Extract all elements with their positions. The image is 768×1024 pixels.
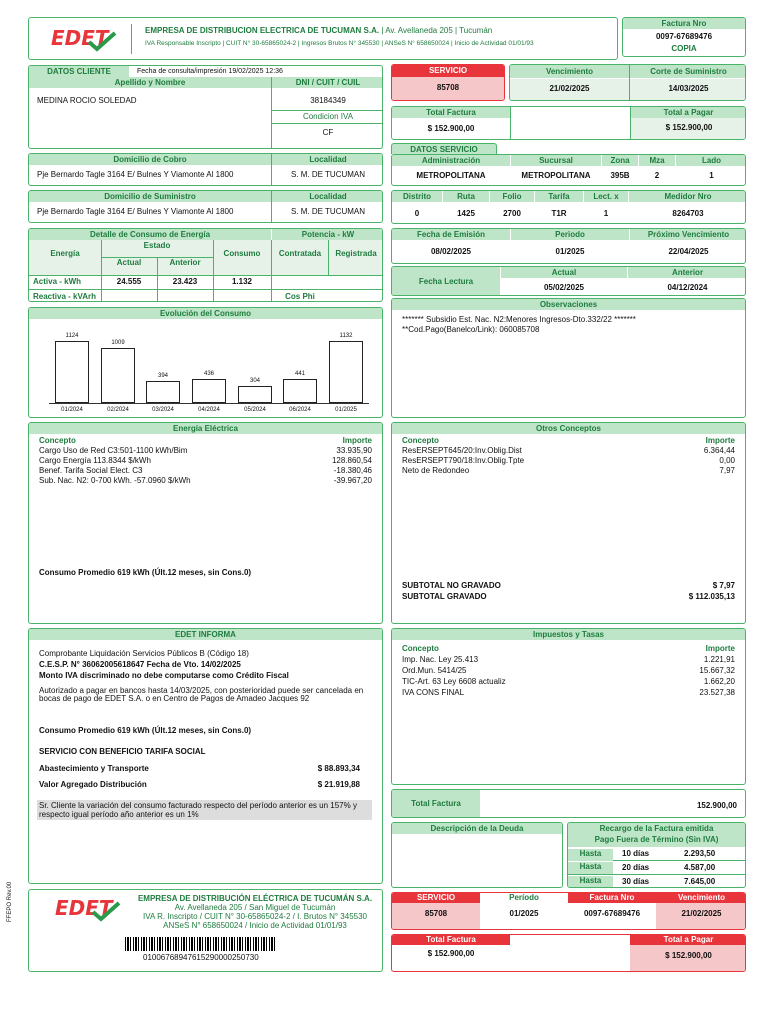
dni-label: DNI / CUIT / CUIL <box>272 77 383 88</box>
energia-importe-header: Importe <box>342 436 372 445</box>
tarifa-label: Tarifa <box>535 191 583 202</box>
bar-value-label: 1124 <box>65 333 79 339</box>
adm-label: Administración <box>392 155 510 166</box>
list-item: Cargo Uso de Red C3:501-1100 kWh/Bim 33.935,90 <box>39 446 372 455</box>
x-tick-label: 02/2024 <box>107 407 129 413</box>
list-item: TIC-Art. 63 Ley 6608 actualiz 1.662,20 <box>402 677 735 686</box>
footer-company: EMPRESA DE DISTRIBUCIÓN ELÉCTRICA DE TUCUMÁN S.A. <box>137 894 373 903</box>
total-factura-value: $ 152.900,00 <box>427 124 475 133</box>
dist-label: Distrito <box>392 191 442 202</box>
informa-l1: Comprobante Liquidación Servicios Públicos B (Código 18) <box>39 649 249 658</box>
mza-value: 2 <box>654 171 660 180</box>
lect-anterior-value: 04/12/2024 <box>667 283 708 292</box>
list-item: ResERSEPT645/20:Inv.Oblig.Dist 6.364,44 <box>402 446 735 455</box>
lectura-box <box>391 266 746 296</box>
venc-value: 21/02/2025 <box>510 79 629 101</box>
chart-bar <box>55 341 89 403</box>
tax-info: IVA Responsable Inscripto | CUIT N° 30-65865024-2 | Ingresos Brutos N° 345530 | ANSeS N° 658650024 | Inicio de Actividad 01/01/93 <box>145 40 534 47</box>
divider <box>131 24 132 54</box>
corte-label: Corte de Suministro <box>630 65 746 78</box>
medidor-label: Medidor Nro <box>629 191 746 202</box>
bar-value-label: 1132 <box>339 333 353 339</box>
edet-logo: EDET <box>51 26 109 50</box>
anterior-label: Anterior <box>169 258 201 267</box>
periodo-label: Periodo <box>511 229 629 240</box>
otros-concepto-header: Concepto <box>402 436 439 445</box>
suministro-loc-label: Localidad <box>272 191 383 202</box>
recargo-row: Hasta 30 días 7.645,00 <box>568 875 746 888</box>
impuestos-importe-header: Importe <box>705 644 735 653</box>
consumo-box <box>28 228 383 302</box>
obs-line2: **Cod.Pago(Banelco/Link): 060085708 <box>402 325 540 334</box>
servicio-box <box>391 64 505 101</box>
corte-value: 14/03/2025 <box>630 79 746 101</box>
lectura-label: Fecha Lectura <box>392 267 500 296</box>
contratada-label: Contratada <box>278 249 322 258</box>
deuda-title: Descripción de la Deuda <box>392 823 562 834</box>
periodo-value: 01/2025 <box>555 247 585 256</box>
cobro-box <box>28 153 383 186</box>
deuda-box <box>391 822 563 888</box>
name-label: Apellido y Nombre <box>29 77 271 88</box>
footer-tax2: ANSeS N° 658650024 / Inicio de Actividad 01/01/93 <box>163 921 347 930</box>
otros-importe-header: Importe <box>705 436 735 445</box>
bar-value-label: 436 <box>203 371 214 377</box>
chart-bar <box>238 386 272 403</box>
zona-value: 395B <box>610 171 630 180</box>
x-tick-label: 03/2024 <box>152 407 174 413</box>
observaciones-box <box>391 298 746 418</box>
cobro-loc-label: Localidad <box>272 154 383 165</box>
venc-label: Vencimiento <box>510 65 629 78</box>
tarifa-value: T1R <box>551 209 567 218</box>
footer-box <box>28 889 383 972</box>
chart-box <box>28 307 383 418</box>
footer-venc-value: 21/02/2025 <box>656 903 746 930</box>
activa-consumo: 1.132 <box>231 277 253 286</box>
lect-anterior-label: Anterior <box>628 267 746 278</box>
footer-edet-logo: EDET <box>55 896 113 920</box>
bar-value-label: 1009 <box>111 340 125 346</box>
cobro-address: Pje Bernardo Tagle 3164 E/ Bulnes Y Viamonte Al 1800 <box>37 170 234 179</box>
chart-bar <box>283 379 317 403</box>
zona-label: Zona <box>602 155 638 166</box>
bar-value-label: 304 <box>249 378 260 384</box>
x-tick-label: 06/2024 <box>289 407 311 413</box>
impuestos-box <box>391 628 746 785</box>
bar-value-label: 441 <box>294 371 305 377</box>
informa-l3: Monto IVA discriminado no debe computarse como Crédito Fiscal <box>39 671 289 680</box>
informa-note: Sr. Cliente la variación del consumo facturado respecto del período anterior es un 157% y respecto igual período año anterior es un 1% <box>37 800 372 820</box>
client-name: MEDINA ROCIO SOLEDAD <box>37 96 137 105</box>
chart-bar <box>192 379 226 403</box>
informa-l6: SERVICIO CON BENEFICIO TARIFA SOCIAL <box>39 747 206 756</box>
chart-area <box>49 328 369 413</box>
vad-row: Valor Agregado Distribución $ 21.919,88 <box>39 780 360 789</box>
footer-serv-label: SERVICIO <box>392 893 480 903</box>
cobro-label: Domicilio de Cobro <box>29 154 271 165</box>
medidor-value: 8264703 <box>672 209 704 218</box>
actual-label: Actual <box>116 258 142 267</box>
vencimiento-box <box>509 64 746 101</box>
footer-totals-box <box>391 934 746 972</box>
prox-label: Próximo Vencimiento <box>630 229 746 240</box>
list-item: Imp. Nac. Ley 25.413 1.221,91 <box>402 655 735 664</box>
factura-box <box>622 17 746 57</box>
suministro-address: Pje Bernardo Tagle 3164 E/ Bulnes Y Viamonte Al 1800 <box>37 207 234 216</box>
footer-total-value: $ 152.900,00 <box>427 949 475 958</box>
totals-box <box>391 106 746 140</box>
emision-label: Fecha de Emisión <box>392 229 510 240</box>
client-dni: 38184349 <box>310 96 346 105</box>
folio-label: Folio <box>490 191 534 202</box>
chart-title: Evolución del Consumo <box>29 308 382 319</box>
list-item: Ord.Mun. 5414/25 15.667,32 <box>402 666 735 675</box>
x-tick-label: 04/2024 <box>198 407 220 413</box>
energia-promedio: Consumo Promedio 619 kWh (Últ.12 meses, sin Cons.0) <box>39 568 252 577</box>
suministro-label: Domicilio de Suministro <box>29 191 271 202</box>
list-item: Cargo Energía 113.8344 $/kWh 128.860,54 <box>39 456 372 465</box>
consult-date: Fecha de consulta/impresión 19/02/2025 12:36 <box>137 68 283 75</box>
cosphi-label: Cos Phi <box>285 292 315 301</box>
informa-title: EDET INFORMA <box>29 629 382 640</box>
chart-bar <box>329 341 363 403</box>
lect-value: 1 <box>603 209 609 218</box>
chart-bar <box>101 348 135 403</box>
total-pagar-value: $ 152.900,00 <box>631 118 746 140</box>
recargo-row: Hasta 10 días 2.293,50 <box>568 847 746 861</box>
header <box>28 17 618 60</box>
footer-per-label: Período <box>480 893 568 903</box>
total-factura-box <box>391 789 746 818</box>
cliente-title: DATOS CLIENTE <box>29 66 129 77</box>
x-tick-label: 05/2024 <box>244 407 266 413</box>
obs-title: Observaciones <box>392 299 745 310</box>
footer-pagar-label: Total a Pagar <box>630 935 746 945</box>
footer-fac-label: Factura Nro <box>568 893 656 903</box>
list-item: Benef. Tarifa Social Elect. C3 -18.380,46 <box>39 466 372 475</box>
fechas-box <box>391 228 746 264</box>
total-pagar-label: Total a Pagar <box>630 107 746 118</box>
subtotal-no-gravado: SUBTOTAL NO GRAVADO $ 7,97 <box>402 581 735 590</box>
activa-actual: 24.555 <box>116 277 142 286</box>
estado-label: Estado <box>143 241 171 250</box>
energia-concepto-header: Concepto <box>39 436 76 445</box>
energia-box <box>28 422 383 624</box>
obs-line1: ******* Subsidio Est. Nac. N2:Menores Ingresos-Dto.332/22 ******* <box>402 315 636 324</box>
company-address: | Av. Avellaneda 205 | Tucumán <box>381 26 493 35</box>
informa-l5: Consumo Promedio 619 kWh (Últ.12 meses, sin Cons.0) <box>39 726 252 735</box>
form-code: FFEPO Rev.00 <box>7 881 13 922</box>
consumo-title: Detalle de Consumo de Energía <box>29 229 271 240</box>
datos-servicio-box-2 <box>391 190 746 224</box>
mza-label: Mza <box>639 155 675 166</box>
lect-label: Lect. x <box>584 191 628 202</box>
footer-total-label: Total Factura <box>392 935 510 945</box>
total-factura-label: Total Factura <box>392 107 510 118</box>
bar-value-label: 394 <box>157 373 168 379</box>
potencia-title: Potencia - kW <box>272 229 383 240</box>
barcode <box>125 937 275 951</box>
barcode-number: 01006768947615290000250730 <box>143 953 259 962</box>
impuestos-title: Impuestos y Tasas <box>392 629 745 640</box>
iva-value: CF <box>322 128 334 137</box>
x-tick-label: 01/2024 <box>61 407 83 413</box>
footer-servicio-box <box>391 892 746 930</box>
informa-l2: C.E.S.P. N° 36062005618647 Fecha de Vto. 14/02/2025 <box>39 660 241 669</box>
servicio-value: 85708 <box>392 77 504 101</box>
lect-actual-value: 05/02/2025 <box>543 283 585 292</box>
energia-label: Energía <box>50 249 80 258</box>
datos-servicio-box <box>391 154 746 186</box>
servicio-label: SERVICIO <box>392 65 504 77</box>
list-item: Neto de Redondeo 7,97 <box>402 466 735 475</box>
chart-bar <box>146 381 180 403</box>
footer-venc-label: Vencimiento <box>656 893 746 903</box>
lado-value: 1 <box>709 171 714 180</box>
datos-servicio-title: DATOS SERVICIO <box>391 143 497 154</box>
otros-box <box>391 422 746 624</box>
footer-fac-value: 0097-67689476 <box>583 909 641 918</box>
footer-per-value: 01/2025 <box>509 909 539 918</box>
lect-actual-label: Actual <box>501 267 627 278</box>
reactiva-label: Reactiva - kVArh <box>33 292 96 301</box>
folio-value: 2700 <box>503 209 521 218</box>
footer-pagar-value: $ 152.900,00 <box>630 945 746 972</box>
factura-label: Factura Nro <box>623 18 745 29</box>
footer-checkmark-icon <box>91 900 121 922</box>
suc-value: METROPOLITANA <box>521 171 591 180</box>
subtotal-gravado: SUBTOTAL GRAVADO $ 112.035,13 <box>402 592 735 601</box>
suministro-box <box>28 190 383 223</box>
informa-box <box>28 628 383 884</box>
ruta-value: 1425 <box>457 209 475 218</box>
copy-label: COPIA <box>671 44 697 53</box>
abast-row: Abastecimiento y Transporte $ 88.893,34 <box>39 764 360 773</box>
checkmark-icon <box>87 30 117 52</box>
otros-title: Otros Conceptos <box>392 423 745 434</box>
recargo-row: Hasta 20 días 4.587,00 <box>568 861 746 875</box>
suc-label: Sucursal <box>511 155 601 166</box>
registrada-label: Registrada <box>335 249 377 258</box>
footer-address: Av. Avellaneda 205 / San Miguel de Tucumán <box>174 903 336 912</box>
footer-tax1: IVA R. Inscripto / CUIT N° 30-65865024-2 / I. Brutos N° 345530 <box>143 912 367 921</box>
prox-value: 22/04/2025 <box>668 247 709 256</box>
x-tick-label: 01/2025 <box>335 407 357 413</box>
recargo-title2: Pago Fuera de Término (Sin IVA) <box>568 835 745 847</box>
recargo-title1: Recargo de la Factura emitida <box>568 823 745 835</box>
energia-title: Energía Eléctrica <box>29 423 382 434</box>
activa-label: Activa - kWh <box>33 277 82 286</box>
list-item: IVA CONS FINAL 23.527,38 <box>402 688 735 697</box>
adm-value: METROPOLITANA <box>416 171 486 180</box>
iva-label: Condicion IVA <box>302 112 354 121</box>
total-factura-label-2: Total Factura <box>392 790 480 818</box>
impuestos-concepto-header: Concepto <box>402 644 439 653</box>
recargo-box <box>567 822 746 888</box>
factura-number: 0097-67689476 <box>655 32 713 41</box>
list-item: Sub. Nac. N2: 0-700 kWh. -57.0960 $/kWh -39.967,20 <box>39 476 372 485</box>
consumo-label: Consumo <box>223 249 261 258</box>
dist-value: 0 <box>414 209 420 218</box>
ruta-label: Ruta <box>443 191 489 202</box>
lado-label: Lado <box>676 155 746 166</box>
list-item: ResERSEPT790/18:Inv.Oblig.Tpte 0,00 <box>402 456 735 465</box>
emision-value: 08/02/2025 <box>430 247 472 256</box>
cobro-locality: S. M. DE TUCUMAN <box>290 170 366 179</box>
company-name: EMPRESA DE DISTRIBUCION ELECTRICA DE TUCUMAN S.A. <box>145 26 380 35</box>
activa-anterior: 23.423 <box>172 277 198 286</box>
footer-serv-value: 85708 <box>392 903 480 930</box>
cliente-box <box>28 65 383 149</box>
total-factura-value-2: 152.900,00 <box>696 801 737 810</box>
informa-l4: Autorizado a pagar en bancos hasta 14/03/2025, con posterioridad puede ser cancelada en bocas de pago de EDET S.A. o en Centro de Pagos de Amadeo Jacques 92 <box>39 686 364 703</box>
suministro-locality: S. M. DE TUCUMAN <box>290 207 366 216</box>
